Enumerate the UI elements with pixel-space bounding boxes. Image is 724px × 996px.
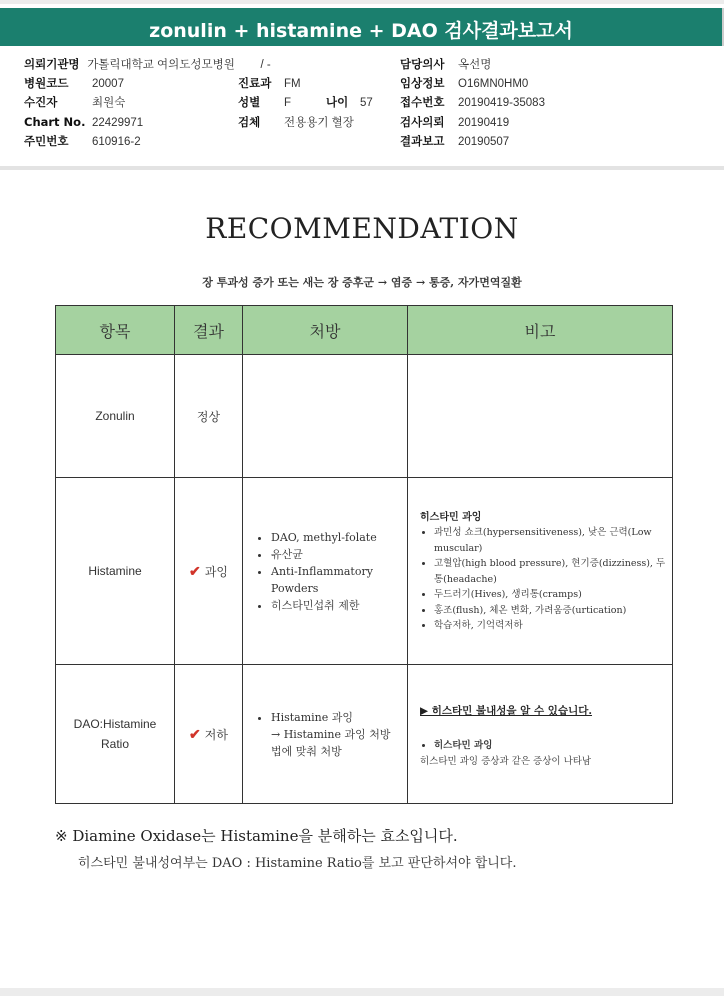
info-label: 수진자 xyxy=(24,95,58,109)
info-value-tail: / - xyxy=(260,59,271,71)
row-result-histamine xyxy=(175,478,243,665)
report-title: zonulin + histamine + DAO 검사결과보고서 xyxy=(149,20,573,42)
info-value: 610916-2 xyxy=(92,136,141,148)
info-label: 임상정보 xyxy=(400,76,445,90)
info-hospital-code xyxy=(24,76,124,92)
remarks-list xyxy=(408,738,672,754)
row-remarks-histamine xyxy=(408,478,673,665)
row-remarks-zonulin xyxy=(408,355,673,478)
info-department xyxy=(238,76,301,92)
info-label: 진료과 xyxy=(238,76,272,90)
footer-subnote: 히스타민 불내성여부는 DAO : Histamine Ratio를 보고 판단하셔야 합니다. xyxy=(78,856,517,871)
remarks-title: 히스타민 과잉 xyxy=(420,512,482,524)
check-icon: ✔ xyxy=(189,726,201,743)
info-resident-no xyxy=(24,134,141,150)
info-label: 병원코드 xyxy=(24,76,69,90)
result-value: 과잉 xyxy=(204,564,228,579)
row-prescription-zonulin xyxy=(243,355,408,478)
info-label: 담당의사 xyxy=(400,57,445,71)
info-chart-no xyxy=(24,115,143,131)
top-strip xyxy=(0,0,724,4)
list-item: • 두드러기(Hives), 생리통(cramps) xyxy=(434,587,672,603)
prescription-list xyxy=(243,529,407,614)
list-item: • DAO, methyl-folate xyxy=(271,529,407,546)
table-row xyxy=(56,478,673,665)
info-value: FM xyxy=(284,78,301,90)
remarks-list xyxy=(408,525,672,634)
remarks-text: 히스타민 과잉 증상과 같은 증상이 나타남 xyxy=(420,755,592,767)
recommendation-table xyxy=(55,305,673,804)
info-value: 옥선명 xyxy=(458,59,492,71)
info-label: 성별 xyxy=(238,95,261,109)
list-item: • Histamine 과잉 xyxy=(271,709,407,726)
list-item: • 유산균 xyxy=(271,546,407,563)
row-result-dao-ratio xyxy=(175,665,243,804)
info-label: 의뢰기관명 xyxy=(24,57,80,71)
list-item: • 고혈압(high blood pressure), 현기증(dizziness), 두통(headache) xyxy=(434,556,672,587)
row-item-zonulin: Zonulin xyxy=(56,355,175,478)
list-item: • Anti-Inflammatory Powders xyxy=(271,563,407,597)
info-report-date xyxy=(400,134,509,150)
list-item: • 히스타민 과잉 xyxy=(434,738,672,754)
remarks-title: ▶ 히스타민 불내성을 알 수 있습니다. xyxy=(420,705,593,717)
list-item: • 히스타민섭취 제한 xyxy=(271,597,407,614)
info-sex xyxy=(238,95,291,111)
bottom-strip xyxy=(0,988,724,996)
result-value: 저하 xyxy=(204,727,228,742)
info-value: 20190419 xyxy=(458,117,510,129)
info-value: 20190419-35083 xyxy=(458,97,545,109)
check-icon: ✔ xyxy=(189,563,201,580)
info-label: 결과보고 xyxy=(400,134,445,148)
info-label: 나이 xyxy=(326,95,349,109)
info-value: 최원숙 xyxy=(92,97,126,109)
table-row xyxy=(56,665,673,804)
list-item: • 홍조(flush), 체온 변화, 가려움증(urtication) xyxy=(434,603,672,619)
list-item: • 학습저하, 기억력저하 xyxy=(434,618,672,634)
info-label: 주민번호 xyxy=(24,134,69,148)
column-header-prescription: 처방 xyxy=(243,306,408,355)
row-remarks-dao-ratio xyxy=(408,665,673,804)
column-header-item: 항목 xyxy=(56,306,175,355)
table-row xyxy=(56,355,673,478)
info-value: O16MN0HM0 xyxy=(458,78,529,90)
info-patient xyxy=(24,95,125,111)
column-header-result: 결과 xyxy=(175,306,243,355)
list-item: • 과민성 쇼크(hypersensitiveness), 낮은 근력(Low muscular) xyxy=(434,525,672,556)
column-header-remarks: 비고 xyxy=(408,306,673,355)
info-value: 전용용기 혈장 xyxy=(284,117,354,129)
info-value: F xyxy=(284,97,292,109)
info-specimen xyxy=(238,115,354,131)
info-value: 57 xyxy=(360,97,373,109)
info-request-date xyxy=(400,115,509,131)
row-item-dao-ratio: DAO:Histamine Ratio xyxy=(56,665,175,804)
info-value: 가톨릭대학교 여의도성모병원 xyxy=(87,59,235,71)
prescription-list xyxy=(243,709,407,726)
title-bar xyxy=(0,8,724,46)
row-item-histamine: Histamine xyxy=(56,478,175,665)
row-result-zonulin: 정상 xyxy=(175,355,243,478)
info-age xyxy=(326,95,373,111)
row-prescription-dao-ratio xyxy=(243,665,408,804)
section-divider xyxy=(0,166,724,170)
footer-note: ※ Diamine Oxidase는 Histamine을 분해하는 효소입니다. xyxy=(55,827,458,845)
info-label: 접수번호 xyxy=(400,95,445,109)
table-header-row xyxy=(56,306,673,355)
info-doctor xyxy=(400,57,491,73)
recommendation-subtitle: 장 투과성 증가 또는 새는 장 증후군 → 염증 → 통증, 자가면역질환 xyxy=(202,276,522,289)
info-value: 20190507 xyxy=(458,136,510,148)
info-referrer xyxy=(24,57,271,73)
info-clinical xyxy=(400,76,528,92)
info-label: Chart No. xyxy=(24,115,86,129)
info-receipt-no xyxy=(400,95,545,111)
row-prescription-histamine xyxy=(243,478,408,665)
info-label: 검체 xyxy=(238,115,261,129)
info-label: 검사의뢰 xyxy=(400,115,445,129)
recommendation-heading: RECOMMENDATION xyxy=(205,212,519,245)
info-value: 22429971 xyxy=(92,117,144,129)
prescription-note: → Histamine 과잉 처방법에 맞춰 처방 xyxy=(271,727,391,758)
info-value: 20007 xyxy=(92,78,124,90)
